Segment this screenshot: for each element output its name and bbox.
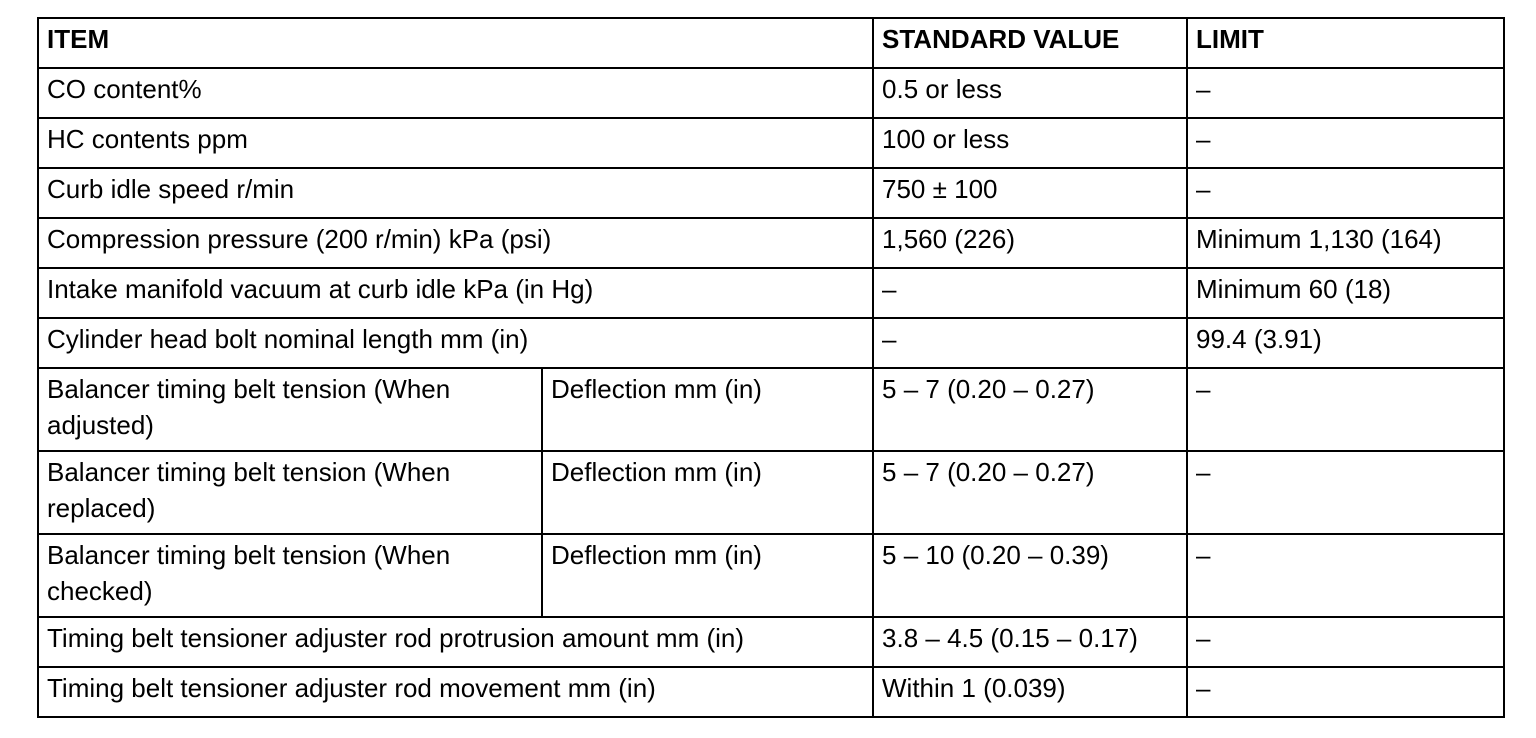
item-cell: Balancer timing belt tension (When adjusted) bbox=[38, 368, 542, 451]
item-cell: Curb idle speed r/min bbox=[38, 168, 873, 218]
limit-cell: – bbox=[1187, 118, 1504, 168]
table-row bbox=[38, 268, 1504, 318]
table-row bbox=[38, 451, 1504, 534]
item-cell: Intake manifold vacuum at curb idle kPa (in Hg) bbox=[38, 268, 873, 318]
standard-value-cell: 5 – 7 (0.20 – 0.27) bbox=[873, 368, 1187, 451]
header-standard-value: STANDARD VALUE bbox=[873, 18, 1187, 68]
limit-cell: Minimum 60 (18) bbox=[1187, 268, 1504, 318]
table-row bbox=[38, 118, 1504, 168]
limit-cell: – bbox=[1187, 168, 1504, 218]
item-cell: Timing belt tensioner adjuster rod protrusion amount mm (in) bbox=[38, 617, 873, 667]
standard-value-cell: – bbox=[873, 268, 1187, 318]
standard-value-cell: 100 or less bbox=[873, 118, 1187, 168]
standard-value-cell: 1,560 (226) bbox=[873, 218, 1187, 268]
item-cell: HC contents ppm bbox=[38, 118, 873, 168]
item-cell: CO content% bbox=[38, 68, 873, 118]
table-row bbox=[38, 368, 1504, 451]
limit-cell: – bbox=[1187, 534, 1504, 617]
limit-cell: – bbox=[1187, 617, 1504, 667]
table-row bbox=[38, 168, 1504, 218]
standard-value-cell: 5 – 7 (0.20 – 0.27) bbox=[873, 451, 1187, 534]
sub-item-cell: Deflection mm (in) bbox=[542, 368, 873, 451]
table-row bbox=[38, 318, 1504, 368]
limit-cell: – bbox=[1187, 368, 1504, 451]
item-cell: Balancer timing belt tension (When checked) bbox=[38, 534, 542, 617]
header-item: ITEM bbox=[38, 18, 873, 68]
standard-value-cell: 750 ± 100 bbox=[873, 168, 1187, 218]
standard-value-cell: 5 – 10 (0.20 – 0.39) bbox=[873, 534, 1187, 617]
item-cell: Compression pressure (200 r/min) kPa (psi) bbox=[38, 218, 873, 268]
limit-cell: 99.4 (3.91) bbox=[1187, 318, 1504, 368]
limit-cell: – bbox=[1187, 667, 1504, 717]
header-limit: LIMIT bbox=[1187, 18, 1504, 68]
table-row bbox=[38, 534, 1504, 617]
standard-value-cell: Within 1 (0.039) bbox=[873, 667, 1187, 717]
item-cell: Cylinder head bolt nominal length mm (in) bbox=[38, 318, 873, 368]
header-row bbox=[38, 18, 1504, 68]
table-row bbox=[38, 617, 1504, 667]
standard-value-cell: – bbox=[873, 318, 1187, 368]
sub-item-cell: Deflection mm (in) bbox=[542, 534, 873, 617]
item-cell: Timing belt tensioner adjuster rod movement mm (in) bbox=[38, 667, 873, 717]
sub-item-cell: Deflection mm (in) bbox=[542, 451, 873, 534]
limit-cell: Minimum 1,130 (164) bbox=[1187, 218, 1504, 268]
table-row bbox=[38, 218, 1504, 268]
table-row bbox=[38, 667, 1504, 717]
limit-cell: – bbox=[1187, 68, 1504, 118]
standard-value-cell: 0.5 or less bbox=[873, 68, 1187, 118]
specification-table bbox=[37, 17, 1505, 718]
limit-cell: – bbox=[1187, 451, 1504, 534]
item-cell: Balancer timing belt tension (When replaced) bbox=[38, 451, 542, 534]
standard-value-cell: 3.8 – 4.5 (0.15 – 0.17) bbox=[873, 617, 1187, 667]
table-row bbox=[38, 68, 1504, 118]
